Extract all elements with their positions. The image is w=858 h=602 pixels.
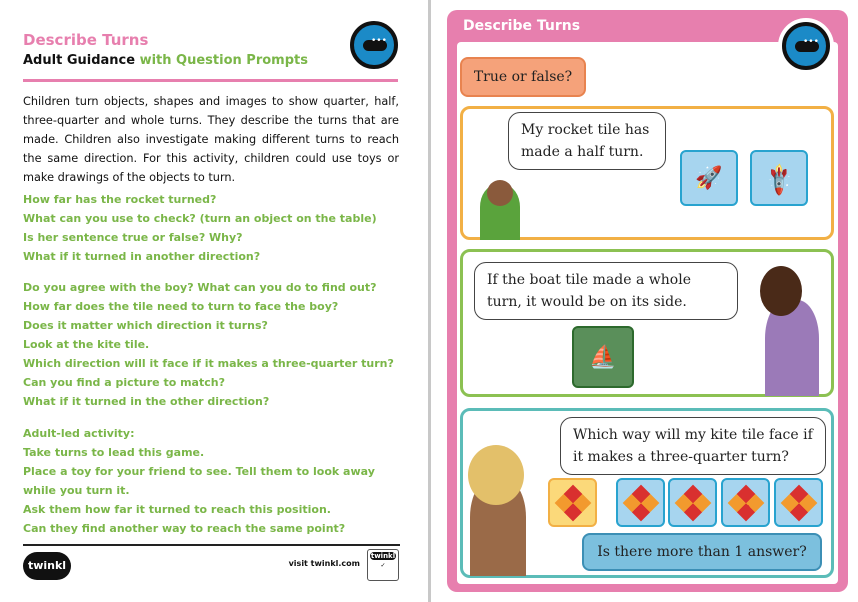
- activity-heading: Adult-led activity:: [23, 427, 135, 440]
- question: How far does the tile need to turn to face the boy?: [23, 300, 339, 313]
- boat-tile: ⛵: [572, 326, 634, 388]
- divider: [23, 79, 398, 82]
- page-title: Describe Turns: [23, 31, 149, 49]
- question: What if it turned in another direction?: [23, 250, 261, 263]
- twinkl-logo: twinkl: [23, 552, 71, 580]
- intro-text: Children turn objects, shapes and images to show quarter, half, three-quarter and whole turns. They describe the turns that are made. Children also investigate making different turns to reach the same direction. For this activity, children could use toys or make drawings of the objects to turn.: [23, 95, 399, 184]
- kite-tile-down: [774, 478, 823, 527]
- question: Look at the kite tile.: [23, 338, 150, 351]
- visit-link[interactable]: visit twinkl.com: [288, 559, 360, 568]
- page-subtitle: [23, 53, 308, 68]
- question: What can you use to check? (turn an object on the table): [23, 212, 377, 225]
- activity-step: Ask them how far it turned to reach this position.: [23, 503, 331, 516]
- speech-bubble: My rocket tile has made a half turn.: [508, 112, 666, 170]
- question: Can you find a picture to match?: [23, 376, 225, 389]
- rocket-down-tile: 🚀: [750, 150, 808, 206]
- kite-tile-up: [668, 478, 717, 527]
- page-divider: [428, 0, 431, 602]
- kite-tile-right: [721, 478, 770, 527]
- activity-step: Place a toy for your friend to see. Tell them to look away while you turn it.: [23, 465, 375, 497]
- subtitle-main: Adult Guidance: [23, 53, 136, 68]
- question: What if it turned in the other direction?: [23, 395, 270, 408]
- kite-tile-start: [548, 478, 597, 527]
- question: How far has the rocket turned?: [23, 193, 217, 206]
- guidance-page: [0, 0, 428, 602]
- rocket-up-tile: 🚀: [680, 150, 738, 206]
- child-head: [760, 266, 802, 316]
- question-group-1: [23, 190, 413, 266]
- speech-bubble: If the boat tile made a whole turn, it would be on its side.: [474, 262, 738, 320]
- footer-divider: [23, 544, 400, 546]
- card-logo: [778, 18, 834, 74]
- speech-bubble: Which way will my kite tile face if it makes a three-quarter turn?: [560, 417, 826, 475]
- kite-tile-left: [616, 478, 665, 527]
- activity-step: Take turns to lead this game.: [23, 446, 205, 459]
- true-false-prompt: True or false?: [460, 57, 586, 97]
- badge-label: twinkl: [370, 552, 396, 560]
- child-head: [468, 445, 524, 505]
- card-title: Describe Turns: [463, 18, 581, 34]
- question: Does it matter which direction it turns?: [23, 319, 268, 332]
- submarine-logo-icon: [350, 21, 398, 69]
- question: Which direction will it face if it makes a three-quarter turn?: [23, 357, 394, 370]
- question-group-3: [23, 424, 383, 538]
- subtitle-accent: with Question Prompts: [135, 53, 308, 68]
- question-group-2: [23, 278, 413, 411]
- child-head: [487, 180, 513, 206]
- question: Is her sentence true or false? Why?: [23, 231, 243, 244]
- activity-step: Can they find another way to reach the same point?: [23, 522, 346, 535]
- more-answers-question: Is there more than 1 answer?: [582, 533, 822, 571]
- quality-badge: twinkl ✓: [367, 549, 399, 581]
- question: Do you agree with the boy? What can you do to find out?: [23, 281, 377, 294]
